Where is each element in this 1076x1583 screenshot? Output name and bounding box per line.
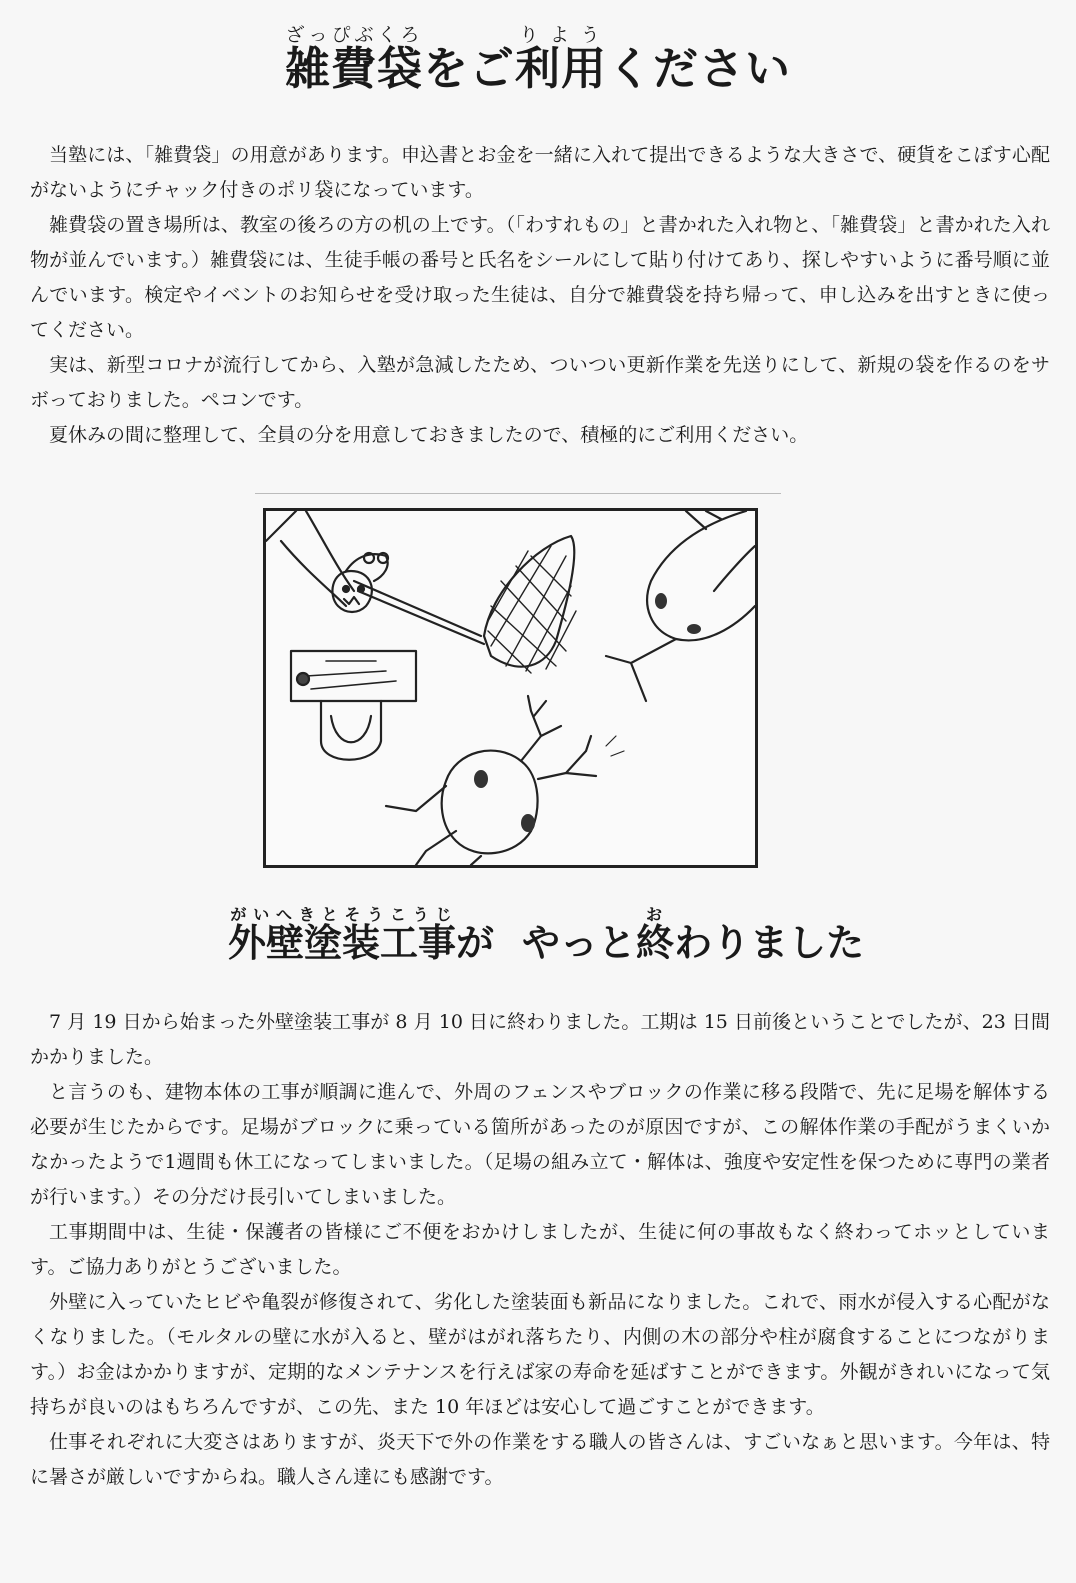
section2-body <box>30 1005 1050 1495</box>
section2-paragraph: 外壁に入っていたヒビや亀裂が修復されて、劣化した塗装面も新品になりました。これで、雨水が侵入する心配がなくなりました。（モルタルの壁に水が入ると、壁がはがれ落ちたり、内側の木の部分や柱が腐食することにつながります。）お金はかかりますが、定期的なメンテナンスを行えば家の寿命を延ばすことができます。外観がきれいになって気持ちが良いのはもちろんですが、この先、また 10 年ほどは安心して過ごすことができます。 <box>30 1291 1050 1418</box>
title-suffix: ください <box>607 42 792 95</box>
section2-paragraph: と言うのも、建物本体の工事が順調に進んで、外周のフェンスやブロックの作業に移る段階で、先に足場を解体する必要が生じたからです。足場がブロックに乗っている箇所があったのが原因ですが、この解体作業の手配がうまくいかなかったようで1週間も休工になってしまいました。（足場の組み立て・解体は、強度や安定性を保つために専門の業者が行います。）その分だけ長引いてしまいました。 <box>30 1081 1050 1208</box>
section2-title-wrap <box>228 905 928 965</box>
section2-paragraph: 工事期間中は、生徒・保護者の皆様にご不便をおかけしましたが、生徒に何の事故もなく終わってホッとしています。ご協力ありがとうございました。 <box>30 1221 1050 1278</box>
title-yatto: やっと <box>522 921 637 965</box>
section1-title <box>284 24 792 95</box>
title-word-riyou: 利用りよう <box>515 24 608 95</box>
section2-paragraph: 仕事それぞれに大変さはありますが、炎天下で外の作業をする職人の皆さんは、すごいなぁと思います。今年は、特に暑さが厳しいですからね。職人さん達にも感謝です。 <box>30 1431 1050 1488</box>
title-particle: をご <box>422 42 515 95</box>
child-drawing-icon <box>266 511 755 865</box>
title-word-zappibukuro: 雑費袋ざっぴぶくろ <box>284 24 423 95</box>
title-word-gaiheki: 外壁塗装工事がいへきとそうこうじ <box>228 905 457 965</box>
section1-body <box>30 138 1050 453</box>
illustration-frame <box>263 508 758 868</box>
title-word-owari: 終お <box>636 905 675 965</box>
section1-paragraph: 実は、新型コロナが流行してから、入塾が急減したため、ついつい更新作業を先送りにして、新規の袋を作るのをサボっておりました。ペコンです。 <box>30 354 1050 411</box>
section1-title-wrap <box>0 24 1076 95</box>
section2-title <box>228 905 928 965</box>
section1-paragraph: 当塾には、「雑費袋」の用意があります。申込書とお金を一緒に入れて提出できるような大きさで、硬貨をこぼす心配がないようにチャック付きのポリ袋になっています。 <box>30 144 1050 201</box>
section1-paragraph: 夏休みの間に整理して、全員の分を用意しておきましたので、積極的にご利用ください。 <box>49 424 809 446</box>
section2-paragraph: 7 月 19 日から始まった外壁塗装工事が 8 月 10 日に終わりました。工期は 15 日前後ということでしたが、23 日間かかりました。 <box>30 1011 1050 1068</box>
section1-paragraph: 雑費袋の置き場所は、教室の後ろの方の机の上です。（「わすれもの」と書かれた入れ物と、「雑費袋」と書かれた入れ物が並んでいます。）雑費袋には、生徒手帳の番号と氏名をシールにして貼り付けてあり、探しやすいように番号順に並んでいます。検定やイベントのお知らせを受け取った生徒は、自分で雑費袋を持ち帰って、申し込みを出すときに使ってください。 <box>30 214 1050 341</box>
title-suffix: わりました <box>674 921 865 965</box>
title-particle: が <box>456 921 495 965</box>
